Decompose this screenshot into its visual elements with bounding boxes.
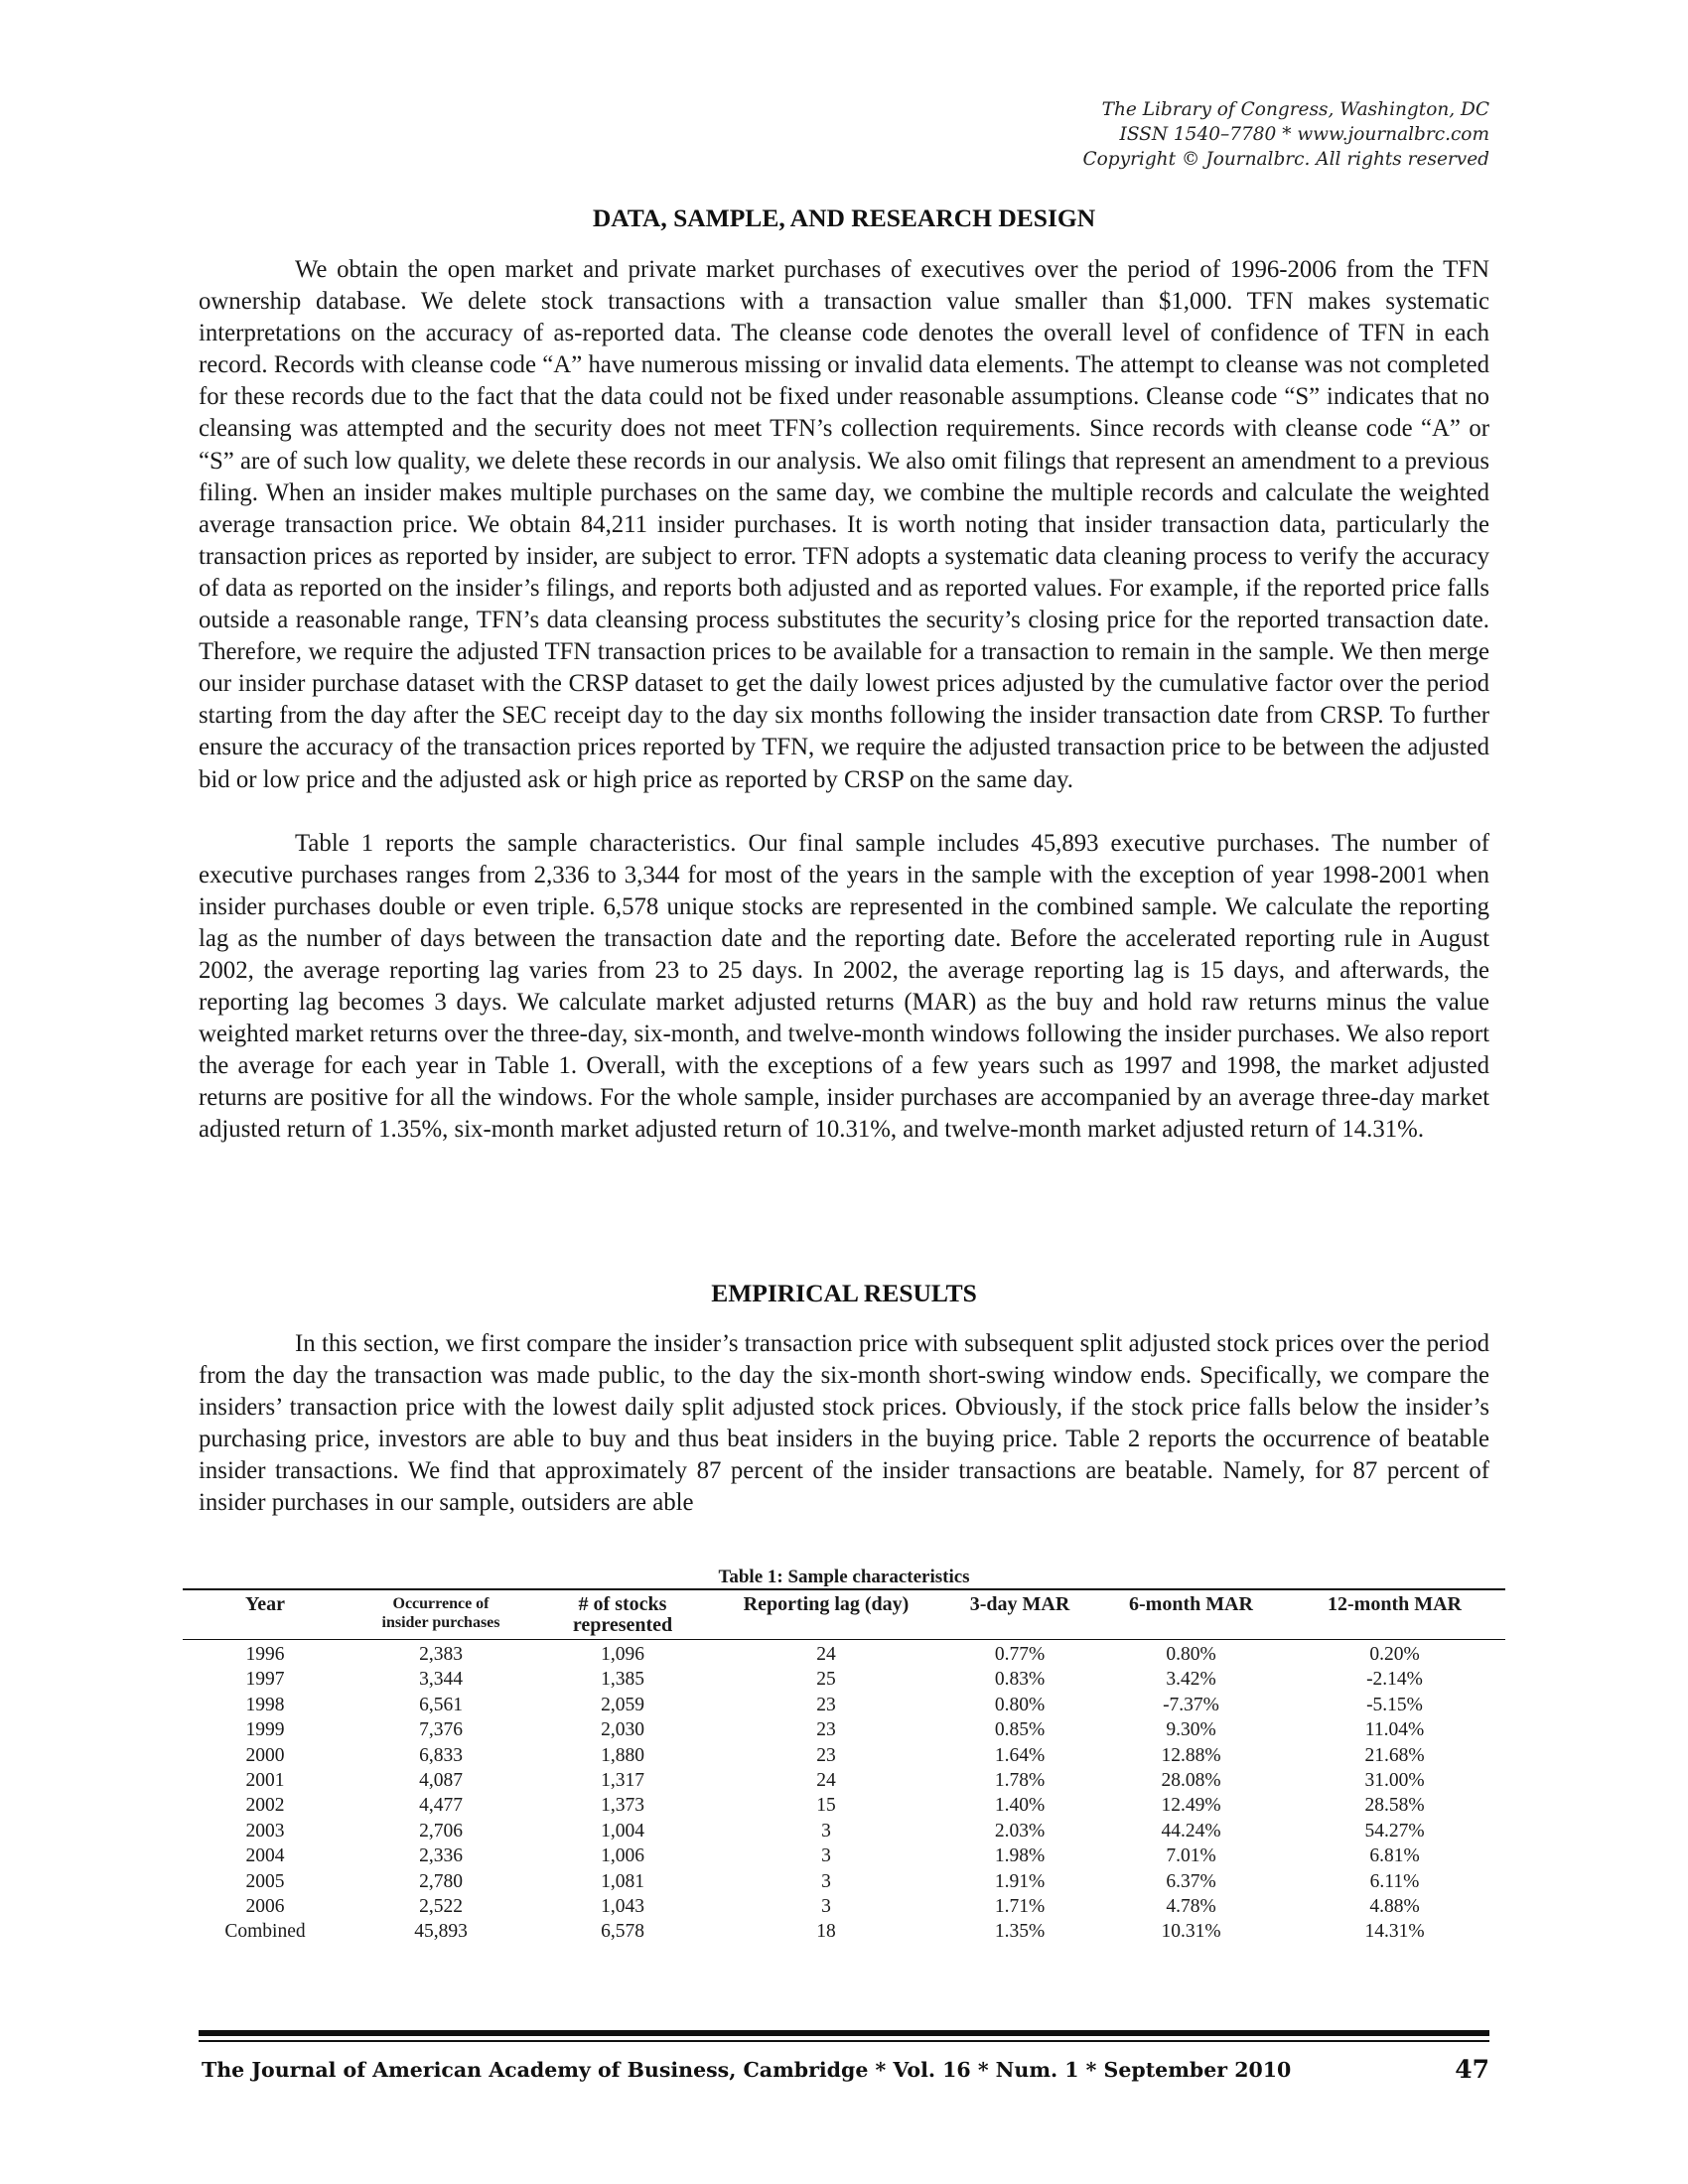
table-cell: 6,578 [601, 1921, 644, 1943]
table-cell: 0.20% [1369, 1644, 1420, 1665]
table-cell: 9.30% [1166, 1719, 1216, 1741]
header-text: # of stocks [578, 1593, 667, 1615]
table-cell: 6,833 [419, 1744, 463, 1766]
table-cell: 1,004 [601, 1820, 644, 1842]
table-cell: 0.83% [994, 1669, 1046, 1691]
table-cell: 3 [821, 1845, 831, 1867]
header-text: 12-month MAR [1328, 1593, 1462, 1615]
table-cell: 1,043 [601, 1896, 644, 1918]
footer-rule [199, 2040, 1489, 2042]
header-text: 6-month MAR [1129, 1593, 1253, 1615]
table-cell: 1.98% [994, 1845, 1046, 1867]
table-cell: 14.31% [1364, 1921, 1425, 1943]
table-cell: 4,087 [419, 1770, 463, 1792]
table-cell: 45,893 [414, 1921, 468, 1943]
table-cell: 23 [816, 1744, 836, 1766]
table-cell: 1,317 [601, 1770, 644, 1792]
table-cell: 21.68% [1364, 1744, 1425, 1766]
table-cell: 1.64% [994, 1744, 1046, 1766]
table-cell: 3 [821, 1870, 831, 1892]
table-cell: 1.71% [994, 1896, 1046, 1918]
masthead-line-1: The Library of Congress, Washington, DC [1101, 99, 1489, 120]
masthead-line-3: Copyright © Journalbrc. All rights reserved [1082, 149, 1489, 170]
table-cell: 6.11% [1369, 1870, 1420, 1892]
page-number: 47 [1455, 2055, 1489, 2084]
table-cell: 7.01% [1166, 1845, 1216, 1867]
table-row [183, 1894, 1505, 1919]
table-row [183, 1717, 1505, 1742]
table-cell: 1997 [245, 1669, 285, 1691]
table-cell: 25 [816, 1669, 836, 1691]
header-text: 3-day MAR [969, 1593, 1070, 1615]
table-row [183, 1819, 1505, 1843]
table-cell: 0.80% [994, 1694, 1046, 1715]
table-cell: 2,059 [601, 1694, 644, 1715]
table-cell: 1,096 [601, 1644, 644, 1665]
table-cell: 28.58% [1364, 1795, 1425, 1817]
table-cell: 2,336 [419, 1845, 463, 1867]
table-cell: 1,880 [601, 1744, 644, 1766]
table-cell: 4.88% [1369, 1896, 1420, 1918]
table-row [183, 1919, 1505, 1944]
header-text: represented [572, 1614, 673, 1636]
table-row [183, 1693, 1505, 1717]
masthead-line-2: ISSN 1540–7780 * www.journalbrc.com [1119, 124, 1489, 145]
table-cell: 23 [816, 1694, 836, 1715]
table-cell: 24 [816, 1644, 836, 1665]
footer-journal-citation: The Journal of American Academy of Business, Cambridge * Vol. 16 * Num. 1 * September 2010 [202, 2058, 1292, 2082]
table-header-row [183, 1589, 1505, 1640]
table-cell: 3 [821, 1896, 831, 1918]
paragraph: We obtain the open market and private market purchases of executives over the period of 1996-2006 from the TFN ownership database. We delete stock transactions with a transaction value smaller than $1,000. TFN makes systematic interpretations on the accuracy of as-reported data. The cleanse code denotes the overall level of confidence of TFN in each record. Records with cleanse code “A” have numerous missing or invalid data elements. The attempt to cleanse was not completed for these records due to the fact that the data could not be fixed under reasonable assumptions. Cleanse code “S” indicates that no cleansing was attempted and the security does not meet TFN’s collection requirements. Since records with cleanse code “A” or “S” are of such low quality, we delete these records in our analysis. We also omit filings that represent an amendment to a previous filing. When an insider makes multiple purchases on the same day, we combine the multiple records and calculate the weighted average transaction price. We obtain 84,211 insider purchases. It is worth noting that insider transaction data, particularly the transaction prices as reported by insider, are subject to error. TFN adopts a systematic data cleaning process to verify the accuracy of data as reported on the insider’s filings, and reports both adjusted and as reported values. For example, if the reported price falls outside a reasonable range, TFN’s data cleansing process substitutes the security’s closing price for the reported transaction date. Therefore, we require the adjusted TFN transaction prices to be available for a transaction to remain in the sample. We then merge our insider purchase dataset with the CRSP dataset to get the daily lowest prices adjusted by the cumulative factor over the period starting from the day after the SEC receipt day to the day six months following the insider transaction date from CRSP. To further ensure the accuracy of the transaction prices reported by TFN, we require the adjusted transaction price to be between the adjusted bid or low price and the adjusted ask or high price as reported by CRSP on the same day. [199, 256, 1489, 793]
table-cell: 1.40% [994, 1795, 1046, 1817]
table-row [183, 1869, 1505, 1894]
section-heading-results: EMPIRICAL RESULTS [711, 1279, 977, 1307]
sample-characteristics-table [183, 1567, 1505, 1945]
masthead [1082, 97, 1489, 172]
table-cell: 12.49% [1161, 1795, 1221, 1817]
table-cell: 1.91% [994, 1870, 1046, 1892]
table-cell: 18 [816, 1921, 836, 1943]
header-text: Reporting lag (day) [743, 1593, 910, 1615]
table-cell: 2,030 [601, 1719, 644, 1741]
table-row [183, 1743, 1505, 1768]
table-cell: 1.78% [994, 1770, 1046, 1792]
table-cell: -5.15% [1366, 1694, 1423, 1715]
table-caption: Table 1: Sample characteristics [718, 1567, 970, 1587]
table-row [183, 1640, 1505, 1668]
table-cell: 2001 [245, 1770, 285, 1792]
table-cell: 1,006 [601, 1845, 644, 1867]
table-cell: 44.24% [1161, 1820, 1221, 1842]
table-cell: 54.27% [1364, 1820, 1425, 1842]
table-row [183, 1843, 1505, 1868]
table-cell: 3.42% [1166, 1669, 1216, 1691]
table-cell: 2003 [245, 1820, 285, 1842]
table-row [183, 1793, 1505, 1818]
table-row [183, 1768, 1505, 1793]
header-text: Occurrence of [392, 1595, 490, 1612]
table-cell: 11.04% [1364, 1719, 1425, 1741]
table-cell: 1996 [245, 1644, 285, 1665]
table-cell: 2002 [245, 1795, 285, 1817]
data-table [183, 1588, 1505, 1945]
table-cell: -7.37% [1163, 1694, 1219, 1715]
table-cell: Combined [224, 1921, 306, 1943]
table-cell: 12.88% [1161, 1744, 1221, 1766]
table-cell: 2.03% [994, 1820, 1046, 1842]
column-header-6month-mar [1098, 1589, 1284, 1640]
table-cell: 2,522 [419, 1896, 463, 1918]
paragraph: Table 1 reports the sample characteristics. Our final sample includes 45,893 executive purchases. The number of executive purchases ranges from 2,336 to 3,344 for most of the years in the sample with the exception of year 1998-2001 when insider purchases double or even triple. 6,578 unique stocks are represented in the combined sample. We calculate the reporting lag as the number of days between the transaction date and the reporting date. Before the accelerated reporting rule in August 2002, the average reporting lag varies from 23 to 25 days. In 2002, the average reporting lag is 15 days, and afterwards, the reporting lag becomes 3 days. We calculate market adjusted returns (MAR) as the buy and hold raw returns minus the value weighted market returns over the three-day, six-month, and twelve-month windows following the insider purchases. We also report the average for each year in Table 1. Overall, with the exceptions of a few years such as 1997 and 1998, the market adjusted returns are positive for all the windows. For the whole sample, insider purchases are accompanied by an average three-day market adjusted return of 1.35%, six-month market adjusted return of 10.31%, and twelve-month market adjusted return of 14.31%. [199, 829, 1489, 1144]
table-cell: 10.31% [1161, 1921, 1221, 1943]
footer-rule [199, 2030, 1489, 2036]
table-cell: 1999 [245, 1719, 285, 1741]
table-cell: 15 [816, 1795, 836, 1817]
table-row [183, 1667, 1505, 1692]
section-body-data [199, 254, 1489, 1147]
column-header-12month-mar [1284, 1589, 1505, 1640]
paragraph: In this section, we first compare the insider’s transaction price with subsequent split adjusted stock prices over the period from the day the transaction was made public, to the day the six-month short-swing window ends. Specifically, we compare the insiders’ transaction price with the lowest daily split adjusted stock prices. Obviously, if the stock price falls below the insider’s purchasing price, investors are able to buy and thus beat insiders in the buying price. Table 2 reports the occurrence of beatable insider transactions. We find that approximately 87 percent of the insider transactions are beatable. Namely, for 87 percent of insider purchases in our sample, outsiders are able [199, 1330, 1489, 1517]
table-cell: 6,561 [419, 1694, 463, 1715]
header-text: insider purchases [381, 1614, 500, 1631]
table-cell: 0.85% [994, 1719, 1046, 1741]
table-cell: 2,706 [419, 1820, 463, 1842]
table-cell: 28.08% [1161, 1770, 1221, 1792]
table-cell: -2.14% [1366, 1669, 1423, 1691]
section-heading-data: DATA, SAMPLE, AND RESEARCH DESIGN [592, 204, 1096, 232]
table-cell: 1.35% [994, 1921, 1046, 1943]
table-cell: 3,344 [419, 1669, 463, 1691]
header-text: Year [245, 1593, 285, 1615]
table-cell: 0.80% [1166, 1644, 1216, 1665]
table-cell: 2006 [245, 1896, 285, 1918]
table-cell: 2004 [245, 1845, 285, 1867]
table-cell: 4,477 [419, 1795, 463, 1817]
table-cell: 2005 [245, 1870, 285, 1892]
table-cell: 1,385 [601, 1669, 644, 1691]
table-cell: 24 [816, 1770, 836, 1792]
table-cell: 2,780 [419, 1870, 463, 1892]
table-cell: 4.78% [1166, 1896, 1216, 1918]
column-header-reporting-lag [711, 1589, 941, 1640]
column-header-3day-mar [941, 1589, 1098, 1640]
column-header-stocks [534, 1589, 711, 1640]
table-cell: 0.77% [994, 1644, 1046, 1665]
table-cell: 1998 [245, 1694, 285, 1715]
table-cell: 1,081 [601, 1870, 644, 1892]
column-header-year [183, 1589, 348, 1640]
table-cell: 7,376 [419, 1719, 463, 1741]
table-cell: 2000 [245, 1744, 285, 1766]
table-cell: 2,383 [419, 1644, 463, 1665]
table-cell: 23 [816, 1719, 836, 1741]
table-body [183, 1640, 1505, 1945]
table-cell: 31.00% [1364, 1770, 1425, 1792]
section-body-results [199, 1328, 1489, 1520]
table-cell: 3 [821, 1820, 831, 1842]
table-cell: 6.37% [1166, 1870, 1216, 1892]
table-cell: 6.81% [1369, 1845, 1420, 1867]
table-cell: 1,373 [601, 1795, 644, 1817]
column-header-occurrence [348, 1589, 534, 1640]
